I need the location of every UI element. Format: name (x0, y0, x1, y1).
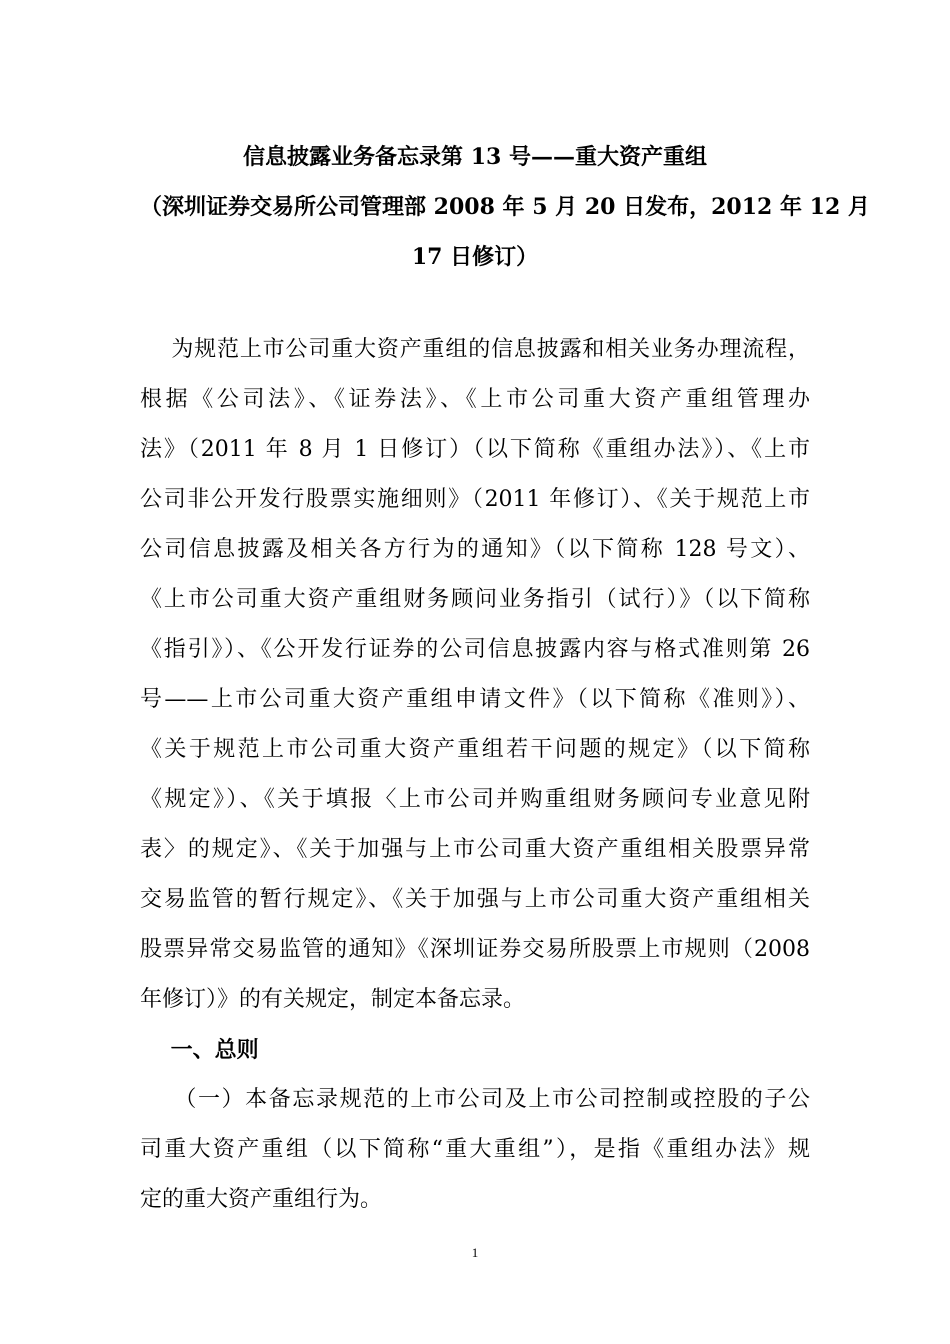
section-heading-text: 一、总则 (140, 1037, 259, 1063)
intro-line: 公司非公开发行股票实施细则》（2011 年修订）、《关于规范上市 (140, 487, 810, 512)
document-body (140, 325, 810, 1225)
section-paragraph (140, 1075, 810, 1225)
title-line-2: （深圳证券交易所公司管理部 2008 年 5 月 20 日发布，2012 年 12 月 (140, 194, 870, 220)
intro-paragraph (140, 325, 810, 1025)
section-line: 司重大资产重组（以下简称“重大重组”），是指《重组办法》规 (140, 1137, 810, 1162)
section-line: 定的重大资产重组行为。 (140, 1187, 383, 1212)
title-line-3: 17 日修订） (411, 244, 539, 270)
intro-line: 根据《公司法》、《证券法》、《上市公司重大资产重组管理办 (140, 387, 810, 412)
intro-line: 为规范上市公司重大资产重组的信息披露和相关业务办理流程， (140, 337, 810, 362)
intro-line: 《规定》）、《关于填报〈上市公司并购重组财务顾问专业意见附 (140, 787, 810, 812)
intro-line: 《指引》）、《公开发行证券的公司信息披露内容与格式准则第 26 (140, 637, 810, 662)
intro-line: 《关于规范上市公司重大资产重组若干问题的规定》（以下简称 (140, 737, 810, 762)
intro-line: 表〉的规定》、《关于加强与上市公司重大资产重组相关股票异常 (140, 837, 810, 862)
section-line: （一）本备忘录规范的上市公司及上市公司控制或控股的子公 (140, 1087, 810, 1112)
intro-line: 公司信息披露及相关各方行为的通知》（以下简称 128 号文）、 (140, 537, 810, 562)
intro-line: 交易监管的暂行规定》、《关于加强与上市公司重大资产重组相关 (140, 887, 810, 912)
intro-line: 年修订）》的有关规定，制定本备忘录。 (140, 987, 526, 1012)
page-number: 1 (471, 1245, 479, 1260)
section-heading (140, 1025, 810, 1075)
intro-line: 股票异常交易监管的通知》《深圳证券交易所股票上市规则（2008 (140, 937, 810, 962)
intro-line: 号——上市公司重大资产重组申请文件》（以下简称《准则》）、 (140, 687, 810, 712)
intro-line: 法》（2011 年 8 月 1 日修订）（以下简称《重组办法》）、《上市 (140, 437, 810, 462)
intro-line: 《上市公司重大资产重组财务顾问业务指引（试行）》（以下简称 (140, 587, 810, 612)
title-line-1: 信息披露业务备忘录第 13 号——重大资产重组 (243, 144, 707, 170)
document-title (140, 132, 870, 282)
